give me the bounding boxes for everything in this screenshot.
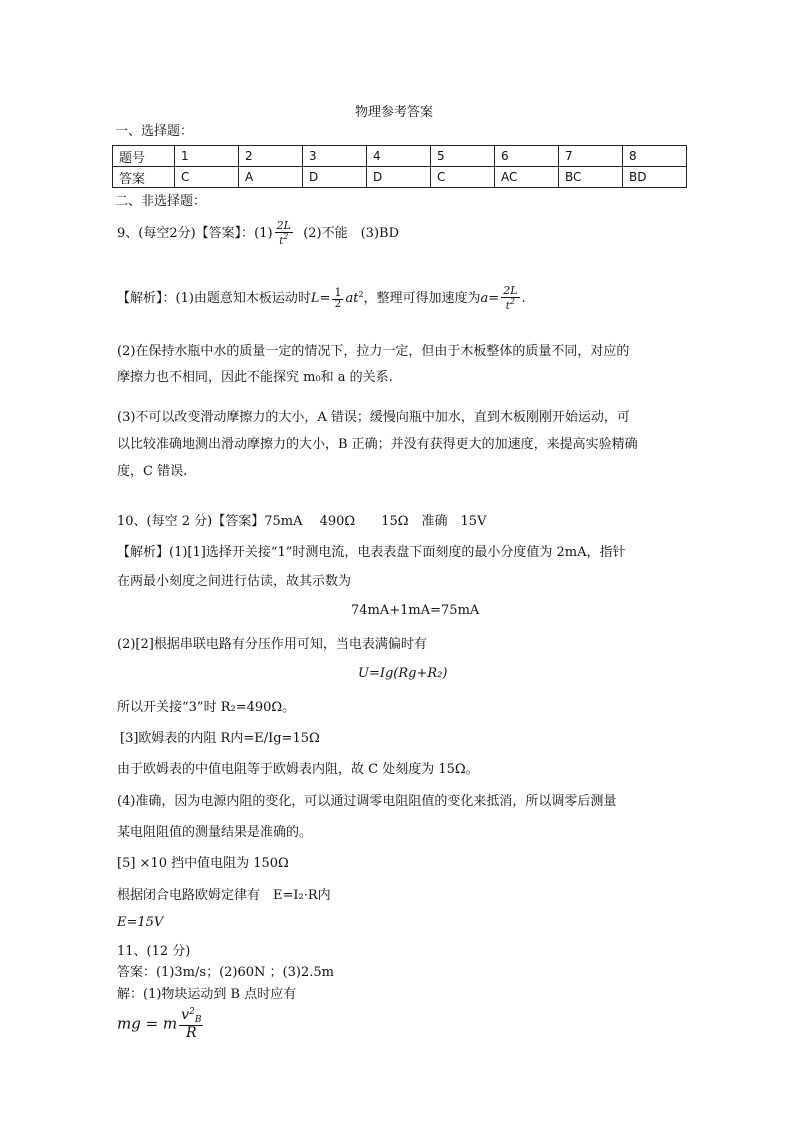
table-cell: 题号 [113, 146, 175, 167]
q10-a4-line2: 某电阻阻值的测量结果是准确的。 [117, 825, 313, 840]
q9-analysis-line: 【解析】：(1)由题意知木板运动时L= $\frac{1}{2}$ $at^2$，整理可得加速度为a= $\frac{2L}{t^2}$ . [117, 284, 526, 312]
q10-a3: [3]欧姆表的内阻 R内=E/Ig=15Ω [120, 731, 320, 746]
q10-a5b: 根据闭合电路欧姆定律有 E=I₂·R内 [117, 888, 331, 903]
table-cell: 8 [623, 146, 687, 167]
q11-solution: 解：(1)物块运动到 B 点时应有 [117, 987, 297, 1002]
table-cell: D [367, 167, 431, 188]
table-cell: 6 [495, 146, 559, 167]
q10-a2: (2)[2]根据串联电路有分压作用可知，当电表满偏时有 [117, 637, 427, 652]
table-cell: 4 [367, 146, 431, 167]
q9-rest: (2)不能 (3)BD [303, 226, 399, 242]
table-cell: C [175, 167, 239, 188]
table-cell: 答案 [113, 167, 175, 188]
q9-head: 9、(每空2分)【答案】：(1) [117, 226, 273, 242]
q10-a1-line1: 【解析】(1)[1]选择开关接“1”时测电流，电表表盘下面刻度的最小分度值为 2mA，指针 [117, 545, 626, 560]
q11-equation: mg = m $\frac{v^2_B}{R}$ [117, 1007, 202, 1042]
q11-head: 11、(12 分) [117, 944, 191, 959]
section-choice-heading: 一、选择题： [115, 124, 194, 139]
q9-p2-line1: (2)在保持水瓶中水的质量一定的情况下，拉力一定，但由于木板整体的质量不同，对应的 [117, 344, 630, 359]
q9-p2-line2: 摩擦力也不相同，因此不能探究 m₀和 a 的关系. [117, 370, 393, 385]
q10-a1-line2: 在两最小刻度之间进行估读，故其示数为 [117, 574, 352, 589]
table-row-numbers [113, 146, 687, 167]
q10-eq1: 74mA+1mA=75mA [351, 603, 480, 618]
q11-fraction: $\frac{v^2_B}{R}$ [181, 1007, 202, 1042]
q11-answer: 答案：(1)3m/s；(2)60N ；(3)2.5m [117, 965, 334, 980]
q9-fraction: $\frac{2L}{t^2}$ [276, 219, 291, 247]
q9-p3-line2: 以比较准确地测出滑动摩擦力的大小，B 正确；并没有获得更大的加速度，来提高实验精确 [117, 437, 638, 452]
answer-table [112, 145, 687, 188]
table-cell: BD [623, 167, 687, 188]
table-cell: 1 [175, 146, 239, 167]
q10-a5: [5] ×10 挡中值电阻为 150Ω [117, 856, 289, 871]
page-title: 物理参考答案 [355, 105, 434, 120]
accel-fraction: $\frac{2L}{t^2}$ [503, 284, 518, 312]
section-nonchoice-heading: 二、非选择题： [115, 194, 207, 209]
q10-a5c: E=15V [117, 915, 164, 930]
q10-answer-line: 10、(每空 2 分)【答案】75mA 490Ω 15Ω 准确 15V [117, 514, 487, 529]
table-cell: 5 [431, 146, 495, 167]
q9-p3-line3: 度，C 错误. [117, 464, 188, 479]
q9-p3-line1: (3)不可以改变滑动摩擦力的大小，A 错误；缓慢向瓶中加水，直到木板刚刚开始运动，可 [117, 410, 630, 425]
table-cell: 7 [559, 146, 623, 167]
table-row-answers [113, 167, 687, 188]
q9-answer-line [117, 220, 399, 247]
q10-a4-line1: (4)准确，因为电源内阻的变化，可以通过调零电阻阻值的变化来抵消，所以调零后测量 [117, 794, 617, 809]
table-cell: AC [495, 167, 559, 188]
table-cell: A [239, 167, 303, 188]
q10-eq2: U=Ig(Rg+R₂) [358, 666, 448, 681]
table-cell: 3 [303, 146, 367, 167]
table-cell: D [303, 167, 367, 188]
half-fraction: $\frac{1}{2}$ [334, 286, 342, 310]
q10-a2b: 所以开关接“3”时 R₂=490Ω。 [117, 700, 296, 715]
q10-a3b: 由于欧姆表的中值电阻等于欧姆表内阻，故 C 处刻度为 15Ω。 [117, 762, 479, 777]
table-cell: C [431, 167, 495, 188]
table-cell: 2 [239, 146, 303, 167]
table-cell: BC [559, 167, 623, 188]
